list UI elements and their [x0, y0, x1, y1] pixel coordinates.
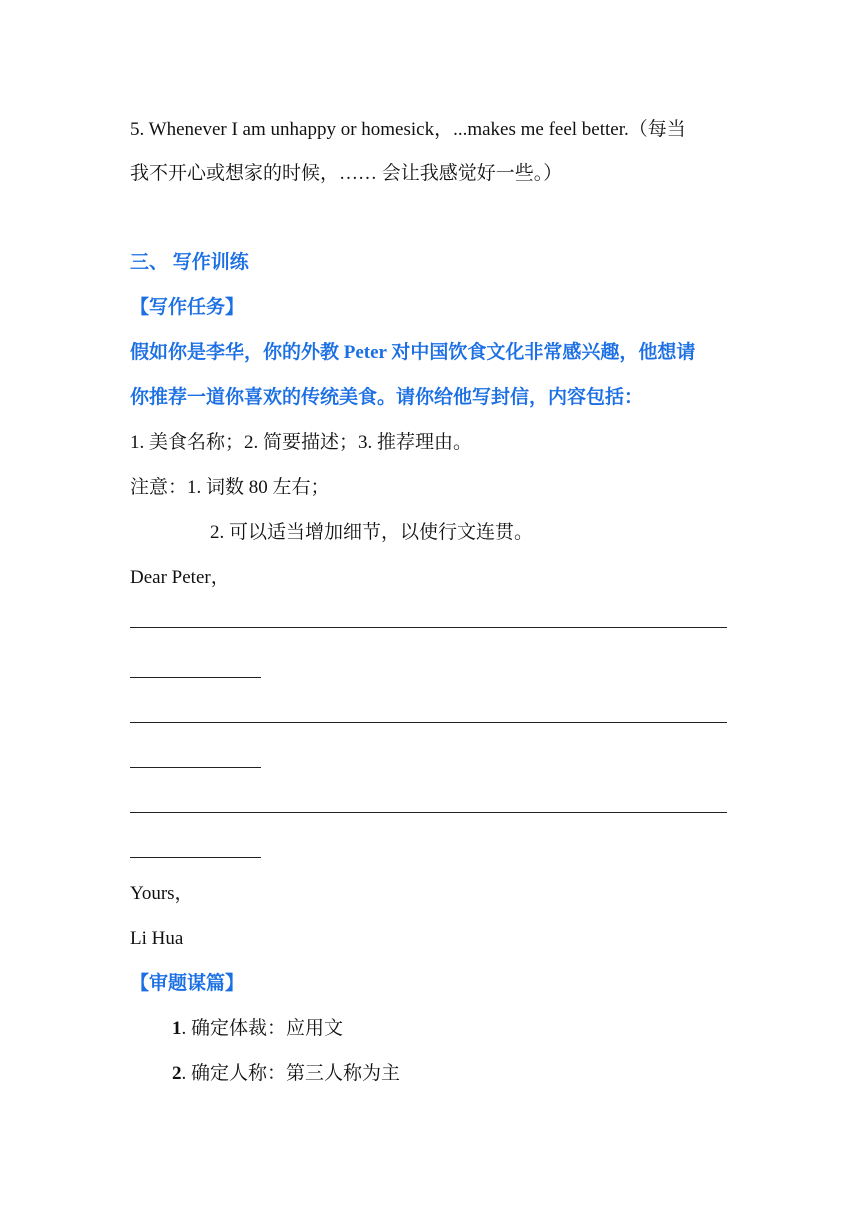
writing-prompt-line-2: 你推荐一道你喜欢的传统美食。请你给他写封信，内容包括：: [130, 387, 644, 408]
sentence-5-line-1: 5. Whenever I am unhappy or homesick，...makes me feel better.（每当: [130, 119, 686, 140]
analysis-item-1-number: 1: [172, 1018, 182, 1039]
letter-greeting: Dear Peter，: [130, 567, 230, 588]
letter-signature: Li Hua: [130, 928, 184, 949]
answer-line-1: [130, 627, 727, 628]
note-details: 2. 可以适当增加细节，以使行文连贯。: [210, 522, 534, 543]
answer-line-2: [130, 722, 727, 723]
analysis-item-2: [172, 1062, 772, 1086]
answer-line-1-continuation: [130, 677, 261, 678]
sentence-5-line-2: 我不开心或想家的时候，…… 会让我感觉好一些。）: [130, 163, 563, 184]
writing-prompt-line-1: 假如你是李华，你的外教 Peter 对中国饮食文化非常感兴趣，他想请: [130, 342, 696, 363]
analysis-item-1: [172, 1017, 772, 1041]
writing-task-heading: 【写作任务】: [130, 297, 245, 318]
content-requirements: 1. 美食名称；2. 简要描述；3. 推荐理由。: [130, 432, 473, 453]
analysis-item-2-number: 2: [172, 1063, 182, 1084]
analysis-item-2-text: . 确定人称：第三人称为主: [181, 1063, 401, 1084]
answer-line-3: [130, 812, 727, 813]
analysis-heading: 【审题谋篇】: [130, 973, 245, 994]
analysis-item-1-text: . 确定体裁：应用文: [181, 1018, 344, 1039]
section-3-heading: 三、 写作训练: [130, 252, 249, 273]
letter-closing: Yours，: [130, 883, 194, 904]
answer-line-3-continuation: [130, 857, 261, 858]
note-word-count: 注意：1. 词数 80 左右；: [130, 477, 330, 498]
answer-line-2-continuation: [130, 767, 261, 768]
